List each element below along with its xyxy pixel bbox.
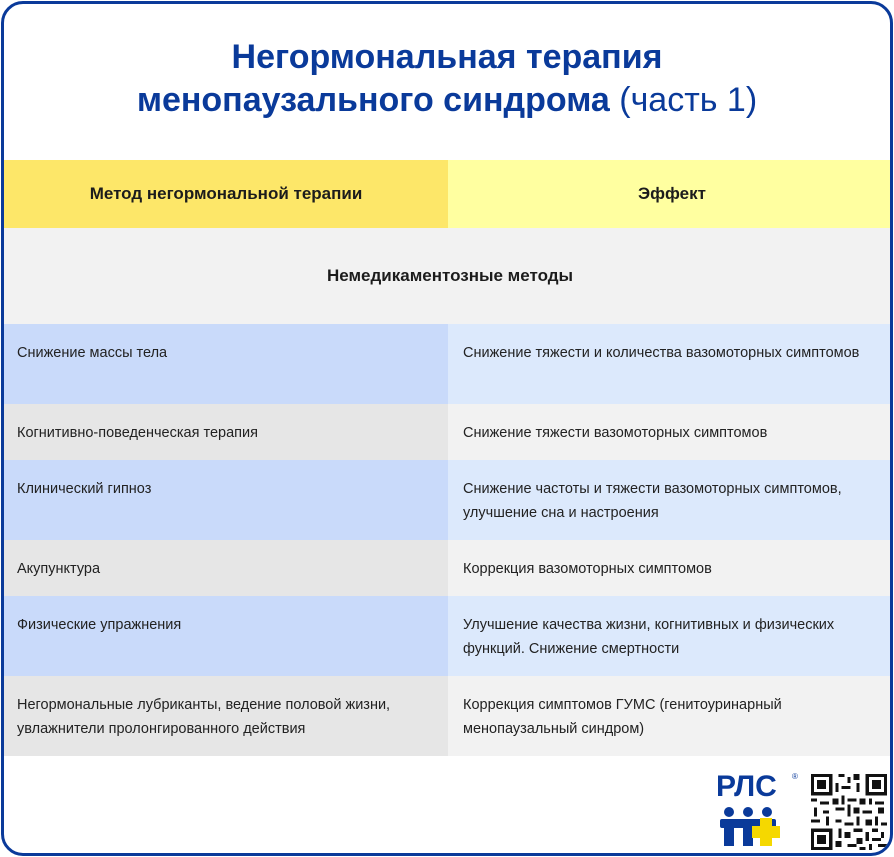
effect-cell: Снижение тяжести и количества вазомоторных симптомов bbox=[448, 324, 893, 404]
infographic-card bbox=[1, 1, 893, 856]
effect-cell: Снижение частоты и тяжести вазомоторных симптомов, улучшение сна и настроения bbox=[448, 460, 893, 540]
header-effect: Эффект bbox=[448, 160, 893, 228]
method-cell: Снижение массы тела bbox=[4, 324, 448, 404]
table-header bbox=[4, 160, 893, 228]
effect-cell: Снижение тяжести вазомоторных симптомов bbox=[448, 404, 893, 460]
table-row bbox=[4, 596, 893, 676]
effect-cell: Коррекция симптомов ГУМС (генитоуринарный менопаузальный синдром) bbox=[448, 676, 893, 756]
rls-logo bbox=[716, 770, 800, 850]
page-title bbox=[4, 36, 890, 122]
logo-registered-mark: ® bbox=[792, 772, 798, 781]
title-line-1: Негормональная терапия bbox=[231, 38, 663, 76]
qr-code-icon bbox=[810, 774, 888, 850]
method-cell: Физические упражнения bbox=[4, 596, 448, 676]
method-cell: Негормональные лубриканты, ведение половой жизни, увлажнители пролонгированного действия bbox=[4, 676, 448, 756]
table-row bbox=[4, 324, 893, 404]
people-with-cross-icon bbox=[720, 806, 796, 848]
table-row bbox=[4, 540, 893, 596]
table-row bbox=[4, 404, 893, 460]
effect-cell: Коррекция вазомоторных симптомов bbox=[448, 540, 893, 596]
section-heading: Немедикаментозные методы bbox=[4, 228, 893, 324]
title-line-2 bbox=[4, 79, 890, 122]
logo-text: РЛС bbox=[716, 770, 777, 803]
method-cell: Клинический гипноз bbox=[4, 460, 448, 540]
table-body bbox=[4, 324, 893, 756]
method-cell: Акупунктура bbox=[4, 540, 448, 596]
header-method: Метод негормональной терапии bbox=[4, 160, 448, 228]
title-line-2-bold: менопаузального синдрома bbox=[136, 81, 610, 119]
table-row bbox=[4, 676, 893, 756]
effect-cell: Улучшение качества жизни, когнитивных и физических функций. Снижение смертности bbox=[448, 596, 893, 676]
method-cell: Когнитивно-поведенческая терапия bbox=[4, 404, 448, 460]
title-part: (часть 1) bbox=[609, 81, 758, 119]
table-row bbox=[4, 460, 893, 540]
